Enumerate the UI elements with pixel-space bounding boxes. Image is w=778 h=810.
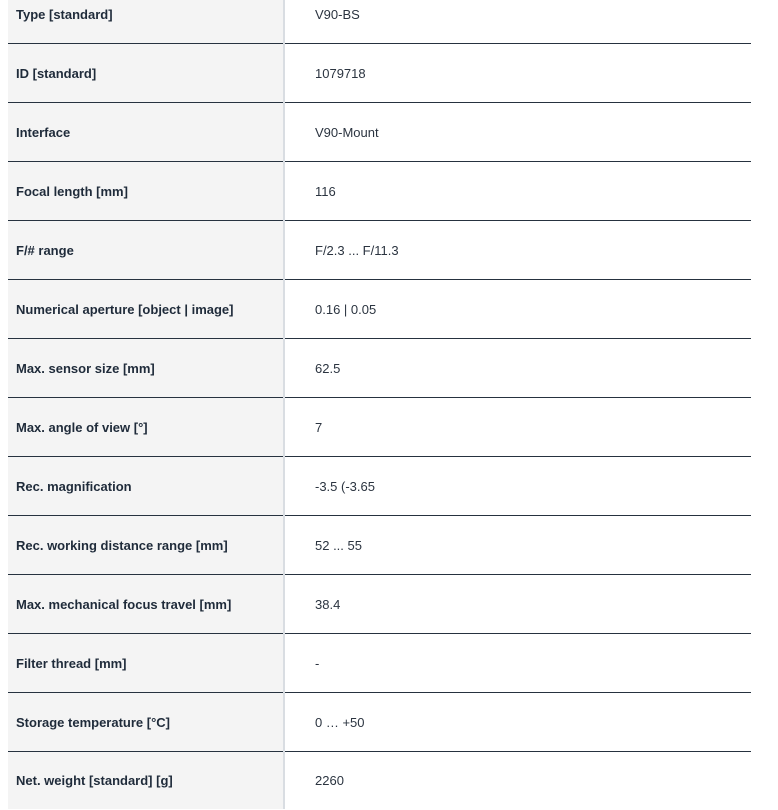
spec-value-cell — [284, 575, 751, 634]
table-row — [8, 457, 751, 516]
spec-label-cell — [8, 693, 284, 752]
spec-label-cell — [8, 575, 284, 634]
spec-value: 1079718 — [315, 65, 366, 81]
spec-value: 2260 — [315, 773, 344, 788]
spec-value: 38.4 — [315, 596, 341, 612]
spec-label-cell — [8, 752, 284, 810]
spec-label: Rec. magnification — [16, 478, 132, 494]
spec-value-cell — [284, 457, 751, 516]
table-row — [8, 162, 751, 221]
spec-value-cell — [284, 0, 751, 44]
spec-label-cell — [8, 221, 284, 280]
spec-label: Type [standard] — [16, 7, 113, 22]
spec-label: Max. mechanical focus travel [mm] — [16, 596, 232, 612]
table-row — [8, 44, 751, 103]
spec-label-cell — [8, 280, 284, 339]
spec-value: V90-Mount — [315, 124, 379, 140]
table-row — [8, 575, 751, 634]
spec-value: V90-BS — [315, 7, 360, 22]
spec-value-cell — [284, 280, 751, 339]
spec-value-cell — [284, 398, 751, 457]
spec-value-cell — [284, 516, 751, 575]
spec-label: Numerical aperture [object | image] — [16, 301, 234, 317]
spec-value-cell — [284, 44, 751, 103]
spec-label: F/# range — [16, 242, 74, 258]
spec-value-cell — [284, 103, 751, 162]
table-row — [8, 280, 751, 339]
spec-value: 0 … +50 — [315, 714, 365, 730]
spec-label: Focal length [mm] — [16, 183, 128, 199]
spec-label: Storage temperature [°C] — [16, 714, 171, 730]
table-row — [8, 693, 751, 752]
spec-label: Max. sensor size [mm] — [16, 360, 155, 376]
spec-label-cell — [8, 398, 284, 457]
spec-label-cell — [8, 339, 284, 398]
spec-value: F/2.3 ... F/11.3 — [315, 242, 399, 258]
spec-value-cell — [284, 693, 751, 752]
spec-value: 52 ... 55 — [315, 537, 362, 553]
spec-value-cell — [284, 752, 751, 810]
spec-value: 0.16 | 0.05 — [315, 301, 377, 317]
spec-label-cell — [8, 516, 284, 575]
spec-label-cell — [8, 634, 284, 693]
spec-label-cell — [8, 162, 284, 221]
spec-value: -3.5 (-3.65 — [315, 478, 375, 494]
spec-label: Rec. working distance range [mm] — [16, 537, 228, 553]
spec-label: ID [standard] — [16, 65, 97, 81]
table-row — [8, 339, 751, 398]
spec-value: 62.5 — [315, 360, 341, 376]
spec-label-cell — [8, 457, 284, 516]
table-row — [8, 634, 751, 693]
table-row — [8, 0, 751, 44]
spec-label: Max. angle of view [°] — [16, 419, 148, 435]
table-row — [8, 398, 751, 457]
spec-value: - — [315, 655, 320, 671]
spec-value-cell — [284, 339, 751, 398]
table-row — [8, 752, 751, 810]
spec-label: Filter thread [mm] — [16, 655, 127, 671]
spec-label-cell — [8, 0, 284, 44]
spec-label: Net. weight [standard] [g] — [16, 773, 173, 788]
spec-value: 116 — [315, 183, 336, 199]
table-row — [8, 103, 751, 162]
spec-value-cell — [284, 162, 751, 221]
spec-label-cell — [8, 103, 284, 162]
table-row — [8, 221, 751, 280]
spec-value: 7 — [315, 419, 323, 435]
spec-label-cell — [8, 44, 284, 103]
spec-label: Interface — [16, 124, 71, 140]
spec-table — [8, 0, 751, 809]
spec-value-cell — [284, 221, 751, 280]
table-row — [8, 516, 751, 575]
spec-value-cell — [284, 634, 751, 693]
